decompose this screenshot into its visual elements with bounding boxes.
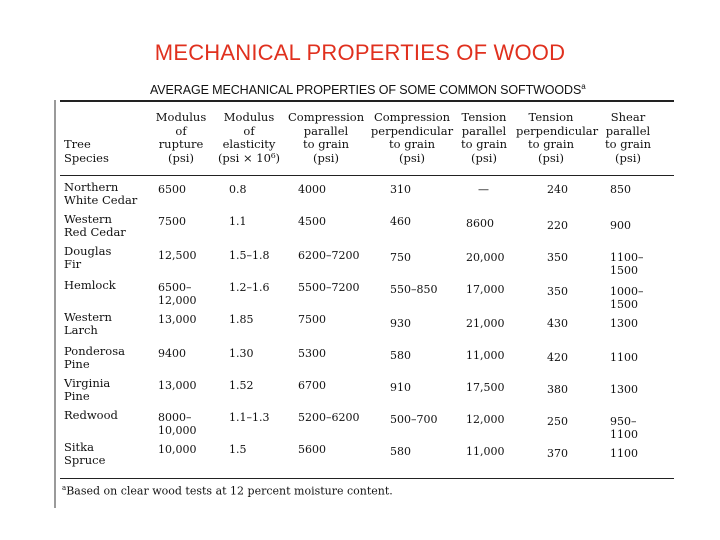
table-header-rule	[60, 175, 674, 176]
table-title	[150, 82, 586, 97]
header-tension-parallel: Tension parallel to grain (psi)	[461, 110, 507, 165]
header-compression-parallel: Compression parallel to grain (psi)	[288, 110, 365, 165]
cell-tension-perpendicular: 350	[547, 285, 568, 298]
cell-tension-parallel: 11,000	[466, 349, 505, 362]
cell-compression-perpendicular: 460	[390, 215, 411, 228]
cell-tension-perpendicular: 380	[547, 383, 568, 396]
cell-species: Redwood	[64, 408, 118, 422]
cell-compression-parallel: 4500	[298, 215, 326, 228]
cell-compression-parallel: 6200–7200	[298, 249, 360, 262]
header-modulus-of-rupture: Modulus of rupture (psi)	[155, 110, 207, 165]
cell-tension-parallel: 20,000	[466, 251, 505, 264]
footnote-mark: a	[62, 484, 67, 492]
cell-modulus-elasticity: 1.5–1.8	[229, 249, 270, 262]
cell-modulus-elasticity: 1.1	[229, 215, 247, 228]
cell-modulus-rupture: 10,000	[158, 443, 197, 456]
cell-compression-parallel: 7500	[298, 313, 326, 326]
cell-compression-perpendicular: 310	[390, 183, 411, 196]
cell-tension-perpendicular: 370	[547, 447, 568, 460]
cell-compression-parallel: 4000	[298, 183, 326, 196]
cell-modulus-elasticity: 1.1–1.3	[229, 411, 270, 424]
cell-species: Hemlock	[64, 278, 116, 292]
cell-compression-perpendicular: 550–850	[390, 283, 438, 296]
cell-species: Ponderosa Pine	[64, 344, 125, 371]
cell-shear-parallel: 1300	[610, 317, 638, 330]
cell-shear-parallel: 1100	[610, 351, 638, 364]
cell-modulus-rupture: 13,000	[158, 379, 197, 392]
cell-tension-parallel: 21,000	[466, 317, 505, 330]
cell-modulus-elasticity: 1.5	[229, 443, 247, 456]
cell-modulus-rupture: 7500	[158, 215, 186, 228]
cell-species: Virginia Pine	[64, 376, 111, 403]
cell-tension-perpendicular: 220	[547, 219, 568, 232]
cell-tension-parallel: 17,000	[466, 283, 505, 296]
cell-modulus-rupture: 9400	[158, 347, 186, 360]
cell-compression-parallel: 5200–6200	[298, 411, 360, 424]
cell-tension-perpendicular: 240	[547, 183, 568, 196]
table-bottom-rule	[60, 478, 674, 479]
cell-species: Western Red Cedar	[64, 212, 126, 239]
cell-tension-parallel: 8600	[466, 217, 494, 230]
cell-modulus-elasticity: 0.8	[229, 183, 247, 196]
cell-modulus-elasticity: 1.52	[229, 379, 254, 392]
cell-tension-parallel: 12,000	[466, 413, 505, 426]
cell-tension-perpendicular: 250	[547, 415, 568, 428]
header-modulus-of-elasticity: Modulus of elasticity (psi × 10⁶)	[217, 110, 281, 165]
cell-compression-parallel: 5600	[298, 443, 326, 456]
cell-modulus-rupture: 12,500	[158, 249, 197, 262]
cell-shear-parallel: 1000– 1500	[610, 285, 644, 311]
cell-modulus-rupture: 8000– 10,000	[158, 411, 197, 437]
cell-shear-parallel: 1300	[610, 383, 638, 396]
cell-tension-parallel: 11,000	[466, 445, 505, 458]
scan-left-edge	[54, 100, 56, 508]
cell-modulus-rupture: 6500	[158, 183, 186, 196]
cell-shear-parallel: 850	[610, 183, 631, 196]
cell-compression-perpendicular: 500–700	[390, 413, 438, 426]
cell-tension-perpendicular: 430	[547, 317, 568, 330]
cell-tension-perpendicular: 420	[547, 351, 568, 364]
cell-tension-perpendicular: 350	[547, 251, 568, 264]
cell-species: Sitka Spruce	[64, 440, 106, 467]
cell-compression-perpendicular: 910	[390, 381, 411, 394]
header-tension-perpendicular: Tension perpendicular to grain (psi)	[516, 110, 599, 165]
cell-compression-perpendicular: 750	[390, 251, 411, 264]
cell-tension-parallel: 17,500	[466, 381, 505, 394]
cell-modulus-rupture: 13,000	[158, 313, 197, 326]
cell-compression-perpendicular: 580	[390, 349, 411, 362]
cell-modulus-rupture: 6500– 12,000	[158, 281, 197, 307]
cell-species: Western Larch	[64, 310, 112, 337]
cell-species: Northern White Cedar	[64, 180, 138, 207]
cell-compression-parallel: 5500–7200	[298, 281, 360, 294]
table-title-footnote-mark: a	[581, 82, 586, 91]
cell-species: Douglas Fir	[64, 244, 112, 271]
header-tree-species: Tree Species	[64, 137, 109, 165]
cell-compression-parallel: 6700	[298, 379, 326, 392]
table-title-text: AVERAGE MECHANICAL PROPERTIES OF SOME COMMON SOFTWOODS	[150, 83, 582, 98]
cell-compression-perpendicular: 580	[390, 445, 411, 458]
cell-modulus-elasticity: 1.85	[229, 313, 254, 326]
footnote-text: Based on clear wood tests at 12 percent moisture content.	[66, 484, 393, 498]
cell-modulus-elasticity: 1.30	[229, 347, 254, 360]
cell-compression-perpendicular: 930	[390, 317, 411, 330]
cell-tension-parallel: —	[478, 183, 489, 196]
cell-shear-parallel: 950– 1100	[610, 415, 638, 441]
header-shear-parallel: Shear parallel to grain (psi)	[605, 110, 651, 165]
cell-shear-parallel: 1100– 1500	[610, 251, 644, 277]
table-footnote	[62, 484, 393, 498]
cell-compression-parallel: 5300	[298, 347, 326, 360]
cell-shear-parallel: 1100	[610, 447, 638, 460]
slide-title: MECHANICAL PROPERTIES OF WOOD	[154, 40, 566, 65]
cell-shear-parallel: 900	[610, 219, 631, 232]
cell-modulus-elasticity: 1.2–1.6	[229, 281, 270, 294]
header-compression-perpendicular: Compression perpendicular to grain (psi)	[370, 110, 454, 165]
table-top-rule	[60, 100, 674, 102]
